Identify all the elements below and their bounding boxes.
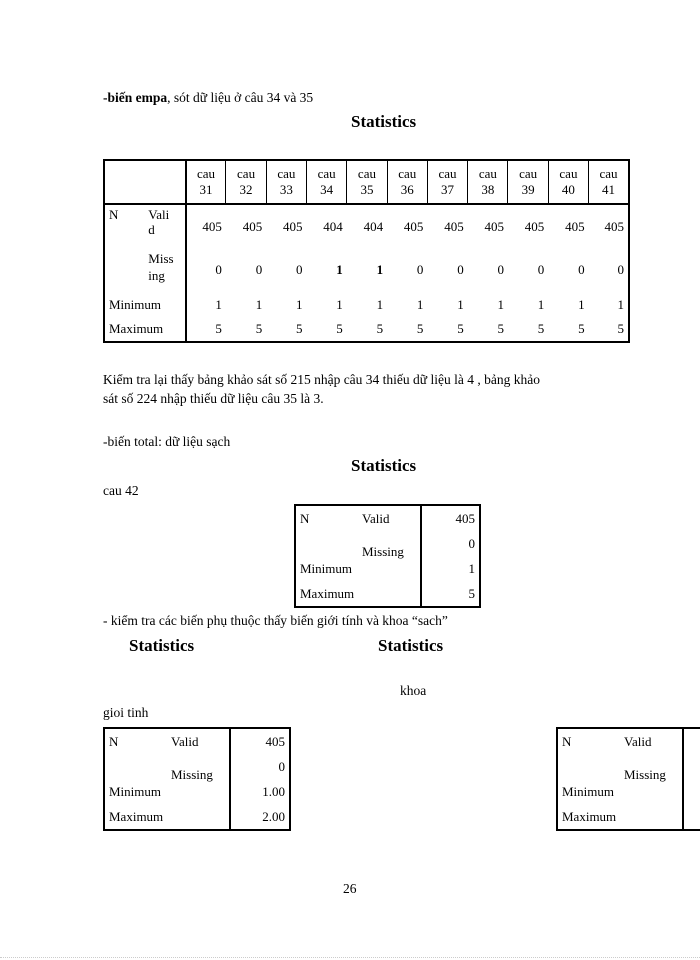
col-header: cau 31 — [186, 160, 226, 204]
missing-label-cell — [557, 754, 683, 782]
intro-rest: , sót dữ liệu ở câu 34 và 35 — [167, 90, 314, 105]
check-line: - kiểm tra các biến phụ thuộc thấy biến giới tính và khoa “sach” — [103, 613, 448, 628]
corner-cell — [104, 160, 186, 204]
cell-minimum: 1 — [416, 296, 424, 312]
maximum-value: 2.00 — [262, 808, 285, 824]
n-valid-label — [295, 505, 421, 531]
empty-cell — [104, 248, 144, 292]
missing-value: 0 — [278, 758, 285, 774]
cell-valid: 405 — [202, 218, 222, 234]
valid-label: Valid — [171, 733, 199, 749]
valid-label: Valid — [362, 510, 390, 526]
cell-minimum: 1 — [578, 296, 585, 312]
missing-value — [683, 754, 700, 779]
table-row — [104, 754, 290, 779]
col-header: cau 41 — [589, 160, 629, 204]
table-row — [557, 728, 700, 754]
table-row — [295, 581, 480, 607]
statistics-title-4: Statistics — [378, 636, 444, 655]
table-header-row — [104, 160, 629, 204]
col-header: cau 38 — [468, 160, 508, 204]
valid-value — [683, 728, 700, 754]
table-row — [557, 779, 700, 804]
cell-valid: 405 — [242, 218, 263, 234]
cell-valid: 405 — [484, 218, 504, 234]
cell-valid: 405 — [403, 218, 424, 234]
col-header: cau 33 — [266, 160, 306, 204]
cell-minimum: 1 — [215, 296, 222, 312]
cell-missing: 0 — [255, 262, 263, 277]
cell-missing: 1 — [376, 262, 384, 277]
missing-label: Missing — [624, 766, 666, 782]
minimum-value — [683, 779, 700, 804]
cell-missing: 0 — [416, 262, 424, 277]
valid-label: Vali d — [144, 204, 185, 248]
col-header: cau 32 — [226, 160, 266, 204]
col-header: cau 39 — [508, 160, 548, 204]
col-header: cau 34 — [307, 160, 347, 204]
n-valid-label — [104, 728, 230, 754]
table-row — [557, 804, 700, 830]
table-row — [295, 531, 480, 556]
cell-missing: 0 — [617, 262, 624, 277]
valid-value: 405 — [455, 510, 475, 526]
cell-minimum: 1 — [457, 296, 464, 312]
missing-label-cell — [295, 531, 421, 559]
table-row — [295, 505, 480, 531]
col-header: cau 36 — [387, 160, 427, 204]
gioitinh-label: gioi tinh — [103, 705, 149, 720]
cell-missing: 0 — [578, 262, 585, 277]
cell-valid: 405 — [565, 218, 585, 234]
table-row — [104, 728, 290, 754]
n-label: N — [109, 207, 119, 222]
cell-maximum: 5 — [457, 321, 464, 336]
col-header: cau 35 — [347, 160, 387, 204]
cell-valid: 405 — [604, 218, 624, 234]
cau42-label: cau 42 — [103, 483, 139, 498]
cell-minimum: 1 — [497, 296, 504, 312]
table-row — [557, 754, 700, 779]
table-row — [104, 779, 290, 804]
cell-missing: 0 — [457, 262, 464, 277]
n-label: N — [562, 733, 572, 749]
n-valid-label — [557, 728, 683, 754]
cell-minimum: 1 — [376, 296, 384, 312]
cell-minimum: 1 — [537, 296, 545, 312]
cell-missing: 0 — [537, 262, 545, 277]
table-row-maximum — [104, 317, 629, 342]
maximum-value: 5 — [468, 585, 475, 601]
valid-value: 405 — [265, 733, 285, 749]
col-header: cau 37 — [427, 160, 467, 204]
table-row-missing — [104, 248, 629, 292]
valid-label: Valid — [624, 733, 652, 749]
total-line: -biến total: dữ liệu sạch — [103, 434, 231, 449]
maximum-label: Maximum — [295, 581, 421, 607]
maximum-label: Maximum — [104, 804, 230, 830]
cell-minimum: 1 — [336, 296, 343, 312]
minimum-label: Minimum — [104, 292, 186, 317]
n-label: N — [300, 510, 310, 526]
missing-label: Missing — [171, 766, 213, 782]
minimum-label: Minimum — [557, 779, 683, 804]
cell-maximum: 5 — [215, 321, 222, 336]
cell-missing: 0 — [296, 262, 303, 277]
cell-valid: 405 — [444, 218, 464, 234]
cell-missing: 0 — [497, 262, 504, 277]
statistics-title-1: Statistics — [351, 112, 417, 131]
maximum-label: Maximum — [104, 317, 186, 342]
missing-value: 0 — [468, 535, 475, 551]
intro-line — [103, 90, 313, 106]
cell-missing: 1 — [336, 262, 343, 277]
cell-valid: 404 — [323, 218, 343, 234]
minimum-value: 1 — [468, 560, 475, 576]
minimum-value: 1.00 — [262, 783, 285, 799]
cell-maximum: 5 — [617, 321, 624, 336]
statistics-table-khoa — [556, 727, 700, 831]
minimum-label: Minimum — [104, 779, 230, 804]
n-label: N — [109, 733, 119, 749]
intro-bold: -biến empa — [103, 90, 168, 105]
statistics-table-empa — [103, 159, 630, 343]
cell-maximum: 5 — [255, 321, 263, 336]
cell-maximum: 5 — [578, 321, 585, 336]
missing-label-cell — [104, 754, 230, 782]
statistics-table-cau42 — [294, 504, 481, 608]
statistics-title-2: Statistics — [351, 456, 417, 475]
paragraph-line-1: Kiểm tra lại thấy bảng khảo sát số 215 nhập câu 34 thiếu dữ liệu là 4 , bảng khảo — [103, 372, 540, 387]
cell-maximum: 5 — [537, 321, 545, 336]
page-divider — [0, 957, 700, 958]
page-number: 26 — [343, 881, 357, 896]
maximum-label: Maximum — [557, 804, 683, 830]
maximum-value — [683, 804, 700, 830]
cell-missing: 0 — [215, 262, 222, 277]
statistics-table-khoa-clip — [556, 727, 700, 831]
minimum-label: Minimum — [295, 556, 421, 581]
statistics-title-3: Statistics — [129, 636, 195, 655]
missing-label: Missing — [362, 543, 404, 559]
cell-minimum: 1 — [296, 296, 303, 312]
cell-valid: 404 — [363, 218, 384, 234]
cell-valid: 405 — [283, 218, 303, 234]
khoa-label: khoa — [400, 683, 427, 698]
col-header: cau 40 — [548, 160, 588, 204]
paragraph-line-2: sát số 224 nhập thiếu dữ liệu câu 35 là 3. — [103, 391, 324, 406]
missing-label: Miss ing — [144, 248, 185, 292]
cell-maximum: 5 — [416, 321, 424, 336]
table-row — [104, 804, 290, 830]
cell-maximum: 5 — [296, 321, 303, 336]
cell-maximum: 5 — [376, 321, 384, 336]
cell-valid: 405 — [524, 218, 545, 234]
statistics-table-gioitinh — [103, 727, 291, 831]
cell-maximum: 5 — [497, 321, 504, 336]
cell-minimum: 1 — [617, 296, 624, 312]
cell-maximum: 5 — [336, 321, 343, 336]
table-row-valid — [104, 204, 629, 248]
cell-minimum: 1 — [255, 296, 263, 312]
table-row — [295, 556, 480, 581]
table-row-minimum — [104, 292, 629, 317]
